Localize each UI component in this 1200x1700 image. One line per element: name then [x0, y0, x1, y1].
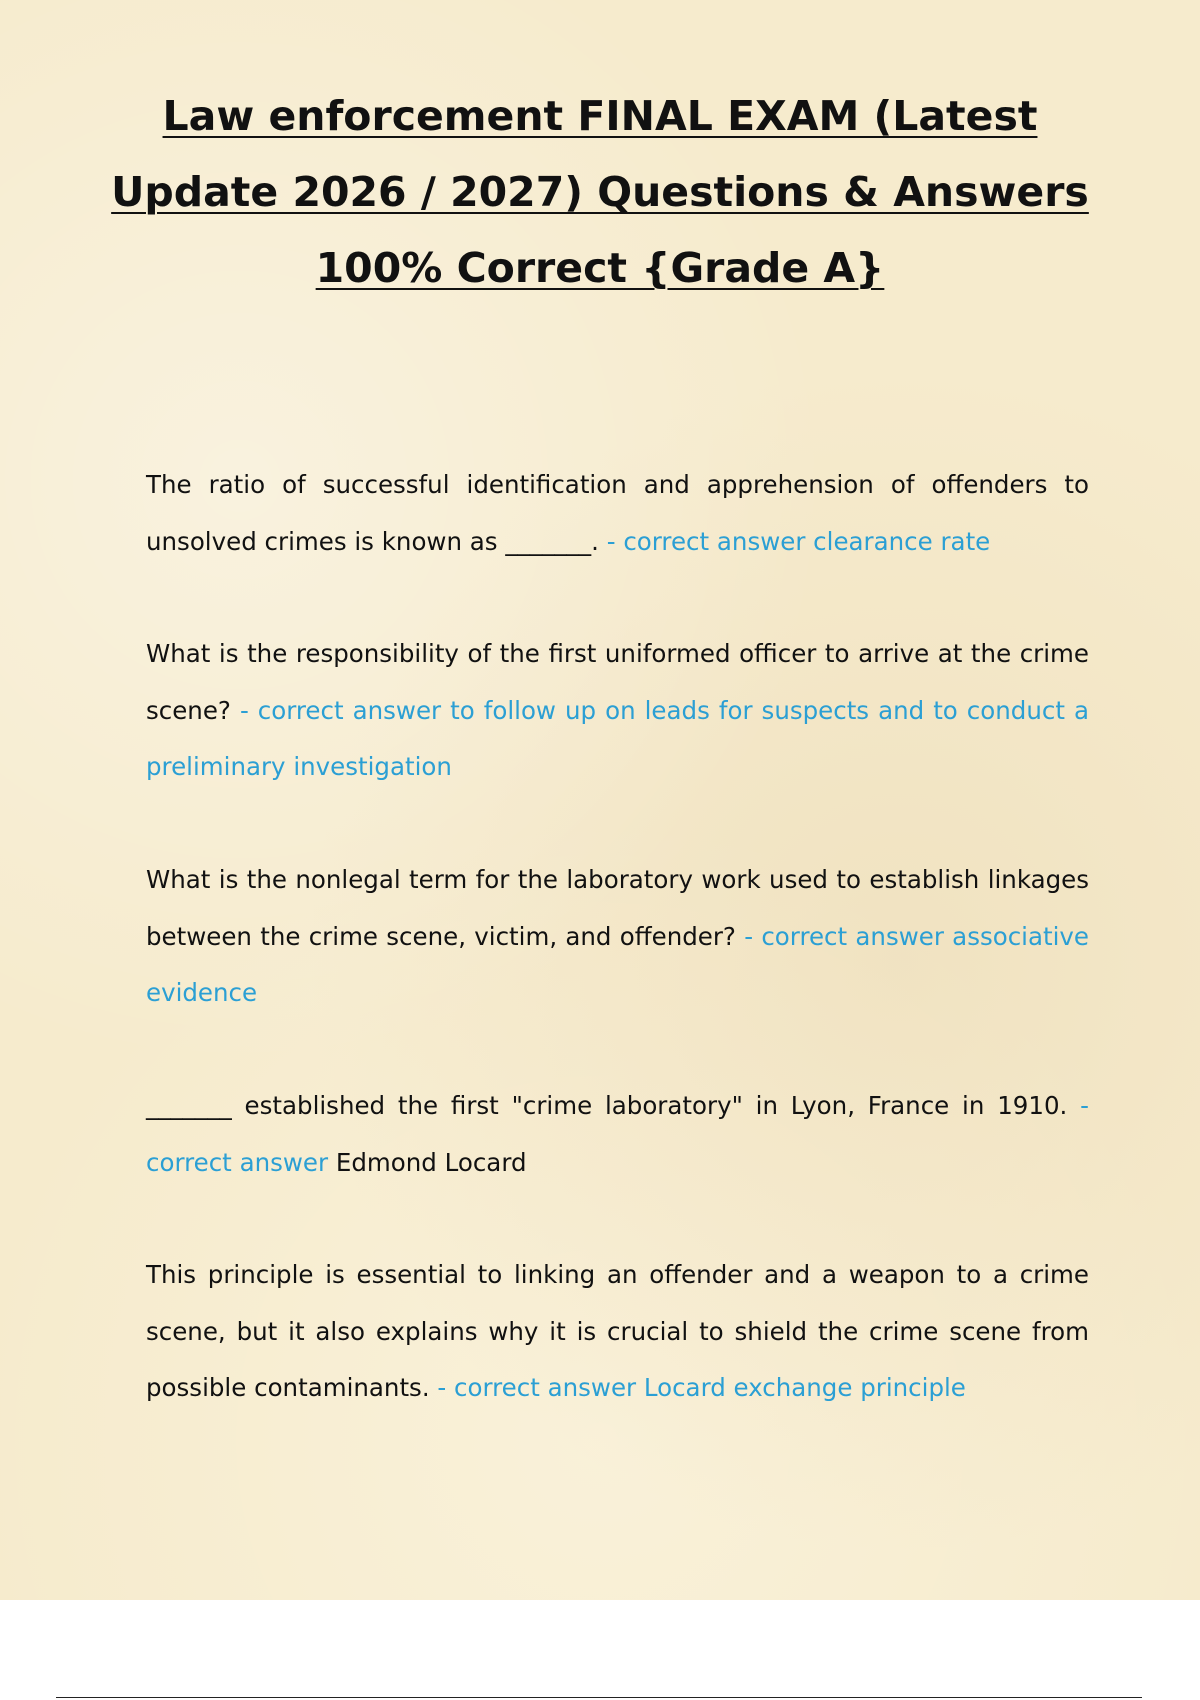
qa-item [146, 1247, 1089, 1417]
document-title: Law enforcement FINAL EXAM (Latest Update 2026 / 2027) Questions & Answers 100% Correct {Grade A} [111, 92, 1089, 292]
answer-value: Edmond Locard [328, 1147, 527, 1177]
answer-text: - correct answer Locard exchange principle [429, 1373, 966, 1402]
answer-text: - correct answer to follow up on leads for suspects and to conduct a preliminary investigation [146, 695, 1089, 781]
question-text: _______ established the first "crime laboratory" in Lyon, France in 1910. [146, 1091, 1068, 1120]
footer-divider [56, 1697, 1142, 1698]
answer-text: - correct answer associative evidence [146, 921, 1089, 1007]
question-text: The ratio of successful identification and apprehension of offenders to unsolved crimes is known as _______. [146, 470, 1089, 556]
qa-item [146, 1078, 1089, 1191]
answer-text: - correct answer clearance rate [598, 526, 991, 556]
answer-text: - correct answer [146, 1091, 1089, 1177]
question-text: What is the nonlegal term for the laboratory work used to establish linkages between the crime scene, victim, and offender? [146, 865, 1089, 951]
qa-item [146, 852, 1089, 1022]
qa-item [146, 626, 1089, 796]
question-text: This principle is essential to linking an offender and a weapon to a crime scene, but it also explains why it is crucial to shield the crime scene from possible contaminants. [146, 1260, 1089, 1402]
qa-item [146, 457, 1089, 570]
question-text: What is the responsibility of the first uniformed officer to arrive at the crime scene? [146, 639, 1089, 725]
